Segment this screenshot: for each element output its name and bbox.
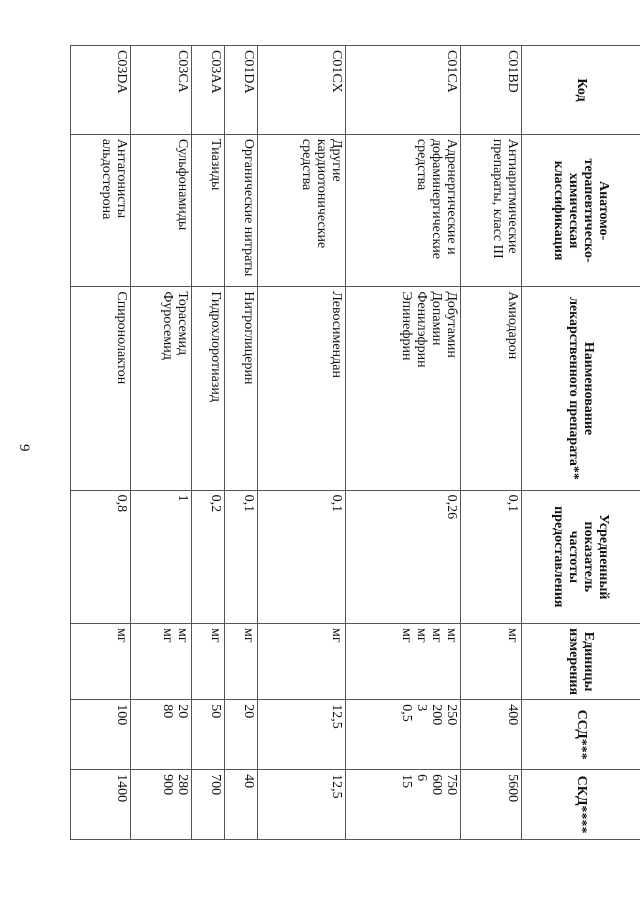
cell-freq: 0,2 bbox=[192, 490, 225, 623]
cell-skd-item: 1400 bbox=[114, 774, 130, 803]
cell-freq: 0,8 bbox=[71, 490, 132, 623]
cell-drug-item: Эпинефрин bbox=[399, 291, 415, 361]
cell-drug bbox=[192, 287, 225, 490]
cell-skd-item: 900 bbox=[160, 774, 175, 796]
cell-ssd-item: 400 bbox=[505, 704, 520, 726]
cell-drug bbox=[71, 287, 132, 490]
table-row bbox=[258, 46, 346, 840]
cell-unit-item: мг bbox=[241, 628, 256, 643]
cell-code: C03CA bbox=[131, 46, 192, 135]
cell-skd bbox=[192, 770, 225, 840]
cell-ssd bbox=[192, 700, 225, 770]
cell-skd-item: 12,5 bbox=[329, 774, 344, 799]
cell-unit-item: мг bbox=[505, 628, 520, 643]
cell-freq: 0,1 bbox=[225, 490, 258, 623]
cell-unit bbox=[461, 624, 522, 700]
cell-skd-item: 750 bbox=[444, 774, 460, 796]
cell-drug-item: Амиодарон bbox=[505, 291, 520, 360]
cell-skd bbox=[461, 770, 522, 840]
cell-drug-item: Торасемид bbox=[175, 291, 190, 356]
header-code: Код bbox=[522, 46, 640, 135]
table-row bbox=[225, 46, 258, 840]
cell-skd bbox=[71, 770, 132, 840]
cell-unit-item: мг bbox=[175, 628, 190, 643]
cell-unit-item: мг bbox=[444, 628, 460, 643]
header-ssd: ССД*** bbox=[522, 700, 640, 770]
cell-unit bbox=[131, 624, 192, 700]
cell-drug-item: Левосимендан bbox=[329, 291, 344, 378]
header-unit: Единицы измерения bbox=[522, 624, 640, 700]
cell-atc: Сульфонамиды bbox=[131, 134, 192, 286]
cell-ssd bbox=[258, 700, 346, 770]
cell-ssd-item: 0,5 bbox=[399, 704, 415, 722]
header-freq: Усредненный показатель частоты предоставления bbox=[522, 490, 640, 623]
header-skd: СКД**** bbox=[522, 770, 640, 840]
cell-skd bbox=[258, 770, 346, 840]
cell-drug bbox=[225, 287, 258, 490]
page-number: 9 bbox=[16, 444, 32, 452]
cell-unit bbox=[258, 624, 346, 700]
cell-unit-item: мг bbox=[160, 628, 175, 643]
rotated-table-container bbox=[70, 45, 640, 840]
cell-drug-item: Добутамин bbox=[444, 291, 460, 358]
cell-ssd-item: 50 bbox=[208, 704, 223, 719]
cell-unit-item: мг bbox=[329, 628, 344, 643]
cell-ssd-item: 250 bbox=[444, 704, 460, 726]
table-row bbox=[346, 46, 462, 840]
cell-code: C01BD bbox=[461, 46, 522, 135]
cell-skd-item: 6 bbox=[414, 774, 430, 782]
cell-skd bbox=[225, 770, 258, 840]
cell-skd bbox=[131, 770, 192, 840]
cell-skd-item: 40 bbox=[241, 774, 256, 789]
cell-drug bbox=[346, 287, 462, 490]
header-drug: Наименование лекарственного препарата** bbox=[522, 287, 640, 490]
cell-atc: Антагонисты альдостерона bbox=[71, 134, 132, 286]
cell-ssd bbox=[131, 700, 192, 770]
cell-drug bbox=[461, 287, 522, 490]
cell-skd-item: 280 bbox=[175, 774, 190, 796]
table-row bbox=[461, 46, 522, 840]
table-row bbox=[71, 46, 132, 840]
cell-ssd-item: 12,5 bbox=[329, 704, 344, 729]
cell-ssd-item: 3 bbox=[414, 704, 430, 712]
cell-atc: Органические нитраты bbox=[225, 134, 258, 286]
cell-drug-item: Фенилэфрин bbox=[414, 291, 430, 368]
cell-ssd bbox=[225, 700, 258, 770]
cell-ssd-item: 100 bbox=[114, 704, 130, 726]
cell-unit-item: мг bbox=[114, 628, 130, 643]
cell-drug-item: Нитроглицерин bbox=[241, 291, 256, 385]
cell-code: C01DA bbox=[225, 46, 258, 135]
cell-skd-item: 700 bbox=[208, 774, 223, 796]
cell-freq: 0,26 bbox=[346, 490, 462, 623]
cell-freq: 0,1 bbox=[258, 490, 346, 623]
cell-drug bbox=[131, 287, 192, 490]
cell-atc: Антиаритмические препараты, класс III bbox=[461, 134, 522, 286]
cell-code: C01CX bbox=[258, 46, 346, 135]
cell-atc: Тиазиды bbox=[192, 134, 225, 286]
drug-table bbox=[70, 45, 640, 840]
cell-atc: Другие кардиотонические средства bbox=[258, 134, 346, 286]
cell-code: C01CA bbox=[346, 46, 462, 135]
cell-code: C03AA bbox=[192, 46, 225, 135]
cell-unit bbox=[346, 624, 462, 700]
header-atc: Анатомо-терапевтическо-химическая классификация bbox=[522, 134, 640, 286]
table-row bbox=[131, 46, 192, 840]
cell-unit bbox=[192, 624, 225, 700]
cell-ssd-item: 20 bbox=[175, 704, 190, 719]
cell-skd bbox=[346, 770, 462, 840]
cell-ssd bbox=[71, 700, 132, 770]
cell-code: C03DA bbox=[71, 46, 132, 135]
cell-ssd-item: 80 bbox=[160, 704, 175, 719]
cell-ssd bbox=[346, 700, 462, 770]
header-row bbox=[522, 46, 640, 840]
cell-drug bbox=[258, 287, 346, 490]
cell-ssd bbox=[461, 700, 522, 770]
cell-drug-item: Фуросемид bbox=[160, 291, 175, 360]
cell-skd-item: 15 bbox=[399, 774, 415, 789]
cell-drug-item: Спиронолактон bbox=[114, 291, 130, 385]
table-row bbox=[192, 46, 225, 840]
cell-unit-item: мг bbox=[208, 628, 223, 643]
cell-skd-item: 600 bbox=[429, 774, 445, 796]
cell-unit bbox=[71, 624, 132, 700]
cell-drug-item: Допамин bbox=[429, 291, 445, 346]
cell-freq: 0,1 bbox=[461, 490, 522, 623]
cell-unit-item: мг bbox=[414, 628, 430, 643]
cell-skd-item: 5600 bbox=[505, 774, 520, 803]
cell-ssd-item: 20 bbox=[241, 704, 256, 719]
cell-ssd-item: 200 bbox=[429, 704, 445, 726]
cell-unit bbox=[225, 624, 258, 700]
cell-atc: Адренергические и дофаминергические средства bbox=[346, 134, 462, 286]
cell-freq: 1 bbox=[131, 490, 192, 623]
cell-unit-item: мг bbox=[429, 628, 445, 643]
cell-unit-item: мг bbox=[399, 628, 415, 643]
cell-drug-item: Гидрохлоротиазид bbox=[208, 291, 223, 402]
